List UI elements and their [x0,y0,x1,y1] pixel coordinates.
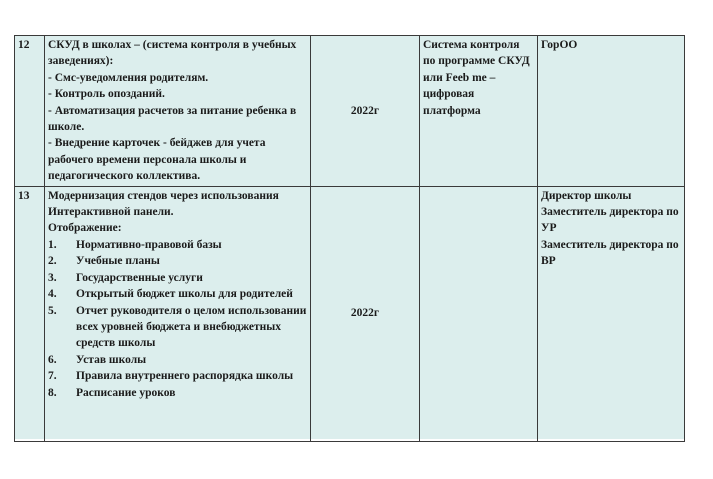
year-cell [311,186,420,441]
responsible-cell [538,186,685,441]
list-item: 4. Открытый бюджет школы для родителей [48,288,293,301]
activity-cell [45,36,311,187]
list-item: 8. Расписание уроков [48,386,176,399]
activity-cell [45,186,311,441]
list-item: 1. Нормативно-правовой базы [48,238,222,251]
list-item: 2. Учебные планы [48,255,160,268]
list-item: 3. Государственные услуги [48,271,203,284]
row-number: 13 [15,186,45,441]
year-value: 2022г [350,307,380,320]
activity-title: СКУД в школах – (система контроля в учебных заведениях): [48,39,297,68]
year-cell [311,36,420,187]
table-row [15,186,685,441]
responsible-line: Заместитель директора по ВР [541,238,679,268]
system-cell: Система контроля по программе СКУД или Feeb me – цифровая платформа [420,36,538,187]
list-item: - Контроль опозданий. [48,88,165,101]
list-item: 5. Отчет руководителя о целом использовании всех уровней бюджета и внебюджетных средств школы [48,304,307,350]
year-value: 2022г [350,104,380,117]
list-item: - Смс-уведомления родителям. [48,71,209,84]
list-item: 6. Устав школы [48,353,147,366]
row-number: 12 [15,36,45,187]
list-item: - Внедрение карточек - бейджев для учета рабочего времени персонала школы и педагогического коллектива. [48,137,266,183]
activity-title: Модернизация стендов через использования Интерактивной панели. [48,189,279,219]
responsible-line: Директор школы [541,189,632,202]
plan-table [14,35,684,439]
list-item: 7. Правила внутреннего распорядка школы [48,370,294,383]
list-subtitle: Отображение: [48,222,122,235]
table-row [15,36,685,187]
list-item: - Автоматизация расчетов за питание ребенка в школе. [48,104,297,134]
responsible-line: Заместитель директора по УР [541,206,679,235]
responsible-cell: ГорОО [538,36,685,187]
system-cell [420,186,538,441]
